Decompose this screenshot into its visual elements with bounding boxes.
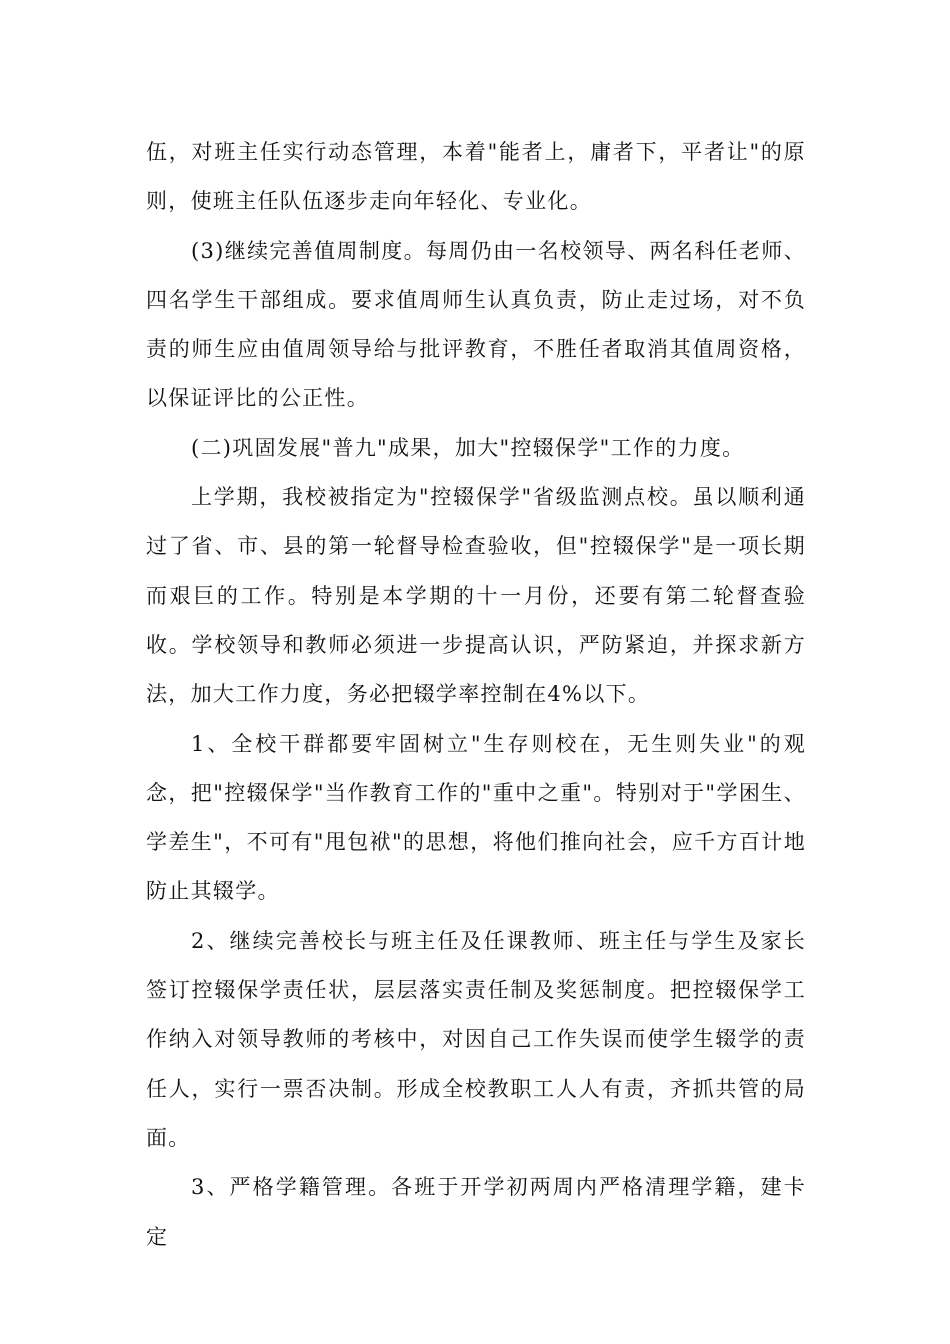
- paragraph-6: 2、继续完善校长与班主任及任课教师、班主任与学生及家长签订控辍保学责任状，层层落实责任制及奖惩制度。把控辍保学工作纳入对领导教师的考核中，对因自己工作失误而使学生辍学的责任人，实行一票否决制。形成全校教职工人人有责，齐抓共管的局面。: [146, 928, 806, 1150]
- paragraph-3: (二)巩固发展"普九"成果，加大"控辍保学"工作的力度。: [191, 435, 745, 460]
- paragraph-5: 1、全校干群都要牢固树立"生存则校在，无生则失业"的观念，把"控辍保学"当作教育工作的"重中之重"。特别对于"学困生、学差生"，不可有"甩包袱"的思想，将他们推向社会，应千方百计地防止其辍学。: [146, 731, 806, 904]
- paragraph-1: 伍，对班主任实行动态管理，本着"能者上，庸者下，平者让"的原则，使班主任队伍逐步走向年轻化、专业化。: [146, 140, 806, 214]
- document-body: [146, 128, 806, 1262]
- paragraph-7: 3、严格学籍管理。各班于开学初两周内严格清理学籍，建卡定: [146, 1175, 806, 1249]
- paragraph-2: (3)继续完善值周制度。每周仍由一名校领导、两名科任老师、四名学生干部组成。要求值周师生认真负责，防止走过场，对不负责的师生应由值周领导给与批评教育，不胜任者取消其值周资格，以保证评比的公正性。: [146, 238, 806, 411]
- paragraph-4: 上学期，我校被指定为"控辍保学"省级监测点校。虽以顺利通过了省、市、县的第一轮督导检查验收，但"控辍保学"是一项长期而艰巨的工作。特别是本学期的十一月份，还要有第二轮督查验收。学校领导和教师必须进一步提高认识，严防紧迫，并探求新方法，加大工作力度，务必把辍学率控制在4%以下。: [146, 485, 806, 707]
